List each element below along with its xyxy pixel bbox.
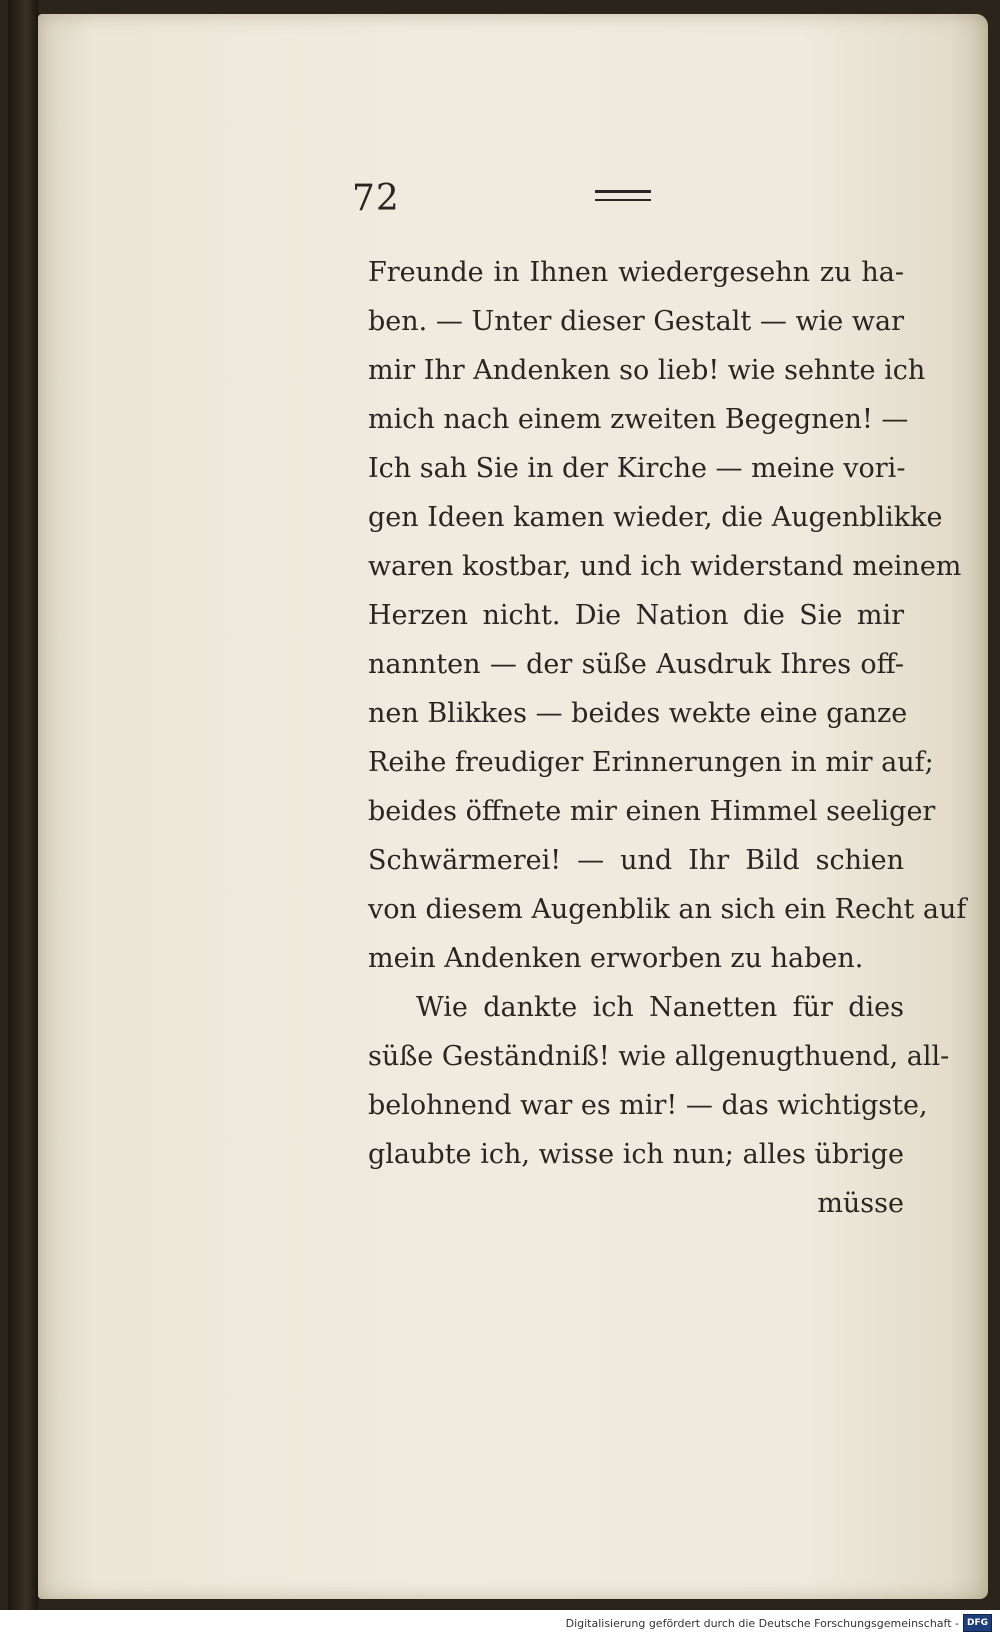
text-line: Wie dankte ich Nanetten für dies bbox=[416, 992, 904, 1023]
body-text bbox=[368, 248, 967, 1228]
text-line: mich nach einem zweiten Begegnen! — bbox=[368, 404, 909, 435]
text-line: beides öffnete mir einen Himmel seeliger bbox=[368, 796, 936, 827]
text-line: Reihe freudiger Erinnerungen in mir auf; bbox=[368, 747, 934, 778]
digitization-footer bbox=[0, 1612, 992, 1634]
text-line: süße Geständniß! wie allgenugthuend, all- bbox=[368, 1041, 950, 1072]
text-line: Ich sah Sie in der Kirche — meine vori- bbox=[368, 453, 906, 484]
text-line: gen Ideen kamen wieder, die Augenblikke bbox=[368, 502, 943, 533]
text-line: mein Andenken erworben zu haben. bbox=[368, 943, 864, 974]
text-line: nannten — der süße Ausdruk Ihres off- bbox=[368, 649, 904, 680]
header-rule bbox=[595, 190, 651, 201]
text-line: nen Blikkes — beides wekte eine ganze bbox=[368, 698, 908, 729]
text-line: mir Ihr Andenken so lieb! wie sehnte ich bbox=[368, 355, 926, 386]
text-line: Herzen nicht. Die Nation die Sie mir bbox=[368, 600, 904, 631]
text-line: Freunde in Ihnen wiedergesehn zu ha- bbox=[368, 257, 904, 288]
text-line: glaubte ich, wisse ich nun; alles übrige bbox=[368, 1139, 904, 1170]
text-line: ben. — Unter dieser Gestalt — wie war bbox=[368, 306, 904, 337]
funding-credit: Digitalisierung gefördert durch die Deutsche Forschungsgemeinschaft - bbox=[565, 1616, 959, 1630]
book-spine bbox=[8, 0, 38, 1610]
page-number: 72 bbox=[352, 178, 400, 219]
text-line: von diesem Augenblik an sich ein Recht auf bbox=[368, 894, 967, 925]
dfg-logo: DFG bbox=[963, 1614, 992, 1632]
catchword: müsse bbox=[817, 1188, 904, 1219]
text-line: waren kostbar, und ich widerstand meinem bbox=[368, 551, 962, 582]
text-line: Schwärmerei! — und Ihr Bild schien bbox=[368, 845, 904, 876]
text-line: belohnend war es mir! — das wichtigste, bbox=[368, 1090, 928, 1121]
